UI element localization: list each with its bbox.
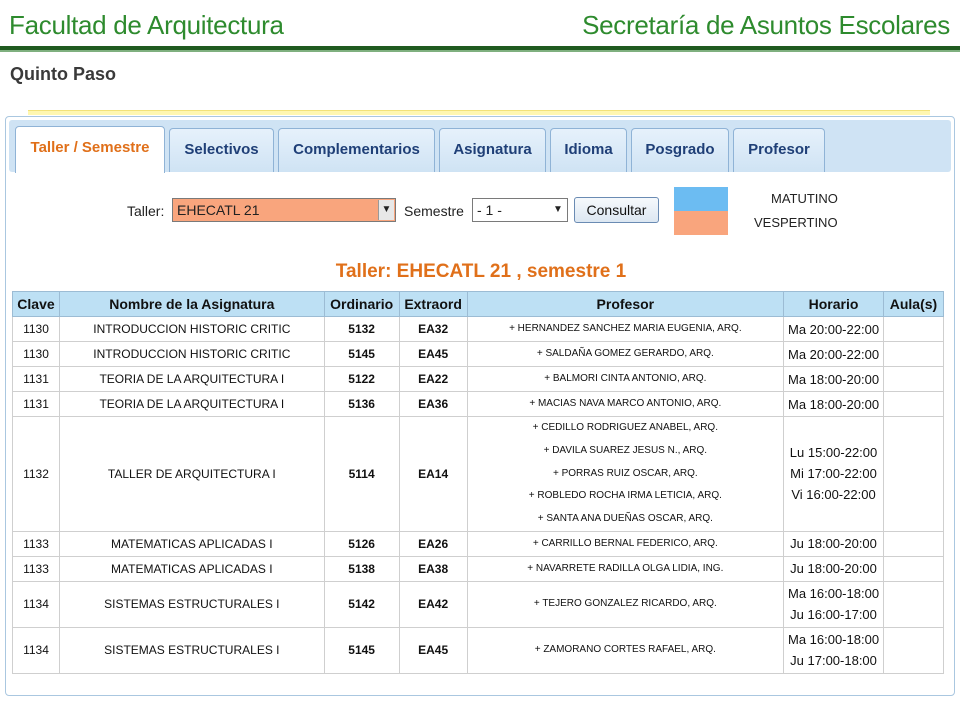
step-title: Quinto Paso (10, 64, 117, 84)
tab-bar (9, 120, 951, 172)
cell-horario (784, 367, 884, 392)
cell-nombre: SISTEMAS ESTRUCTURALES I (59, 627, 324, 673)
cell-profesor-line: + CARRILLO BERNAL FEDERICO, ARQ. (532, 537, 718, 549)
cell-horario-line: Mi 17:00-22:00 (790, 466, 877, 482)
col-nombre: Nombre de la Asignatura (59, 292, 324, 317)
cell-horario-line: Ma 18:00-20:00 (787, 371, 880, 387)
cell-clave: 1134 (13, 627, 60, 673)
cell-ordinario: 5122 (324, 367, 399, 392)
cell-horario-line: Lu 15:00-22:00 (789, 445, 878, 461)
cell-aula (883, 392, 943, 417)
cell-horario (784, 392, 884, 417)
cell-extraord: EA14 (399, 417, 467, 532)
cell-profesor (467, 556, 783, 581)
cell-profesor (467, 342, 783, 367)
table-row (13, 367, 944, 392)
cell-nombre: MATEMATICAS APLICADAS I (59, 556, 324, 581)
vespertino-label: VESPERTINO (754, 215, 838, 230)
faculty-title: Facultad de Arquitectura (9, 10, 284, 40)
cell-nombre: SISTEMAS ESTRUCTURALES I (59, 581, 324, 627)
cell-aula (883, 556, 943, 581)
cell-profesor-line: + DAVILA SUAREZ JESUS N., ARQ. (543, 444, 708, 456)
schedule-table (12, 291, 944, 674)
cell-profesor-line: + BALMORI CINTA ANTONIO, ARQ. (544, 372, 707, 384)
cell-horario-line: Ju 18:00-20:00 (790, 536, 877, 552)
cell-ordinario: 5132 (324, 317, 399, 342)
consultar-button[interactable]: Consultar (574, 197, 659, 223)
cell-horario (784, 417, 884, 532)
cell-profesor (467, 417, 783, 532)
cell-nombre: TEORIA DE LA ARQUITECTURA I (59, 367, 324, 392)
table-row (13, 417, 944, 532)
cell-profesor (467, 317, 783, 342)
table-row (13, 581, 944, 627)
query-panel (5, 116, 955, 696)
cell-aula (883, 627, 943, 673)
cell-ordinario: 5142 (324, 581, 399, 627)
cell-horario (784, 342, 884, 367)
cell-nombre: INTRODUCCION HISTORIC CRITIC (59, 342, 324, 367)
cell-profesor-line: + HERNANDEZ SANCHEZ MARIA EUGENIA, ARQ. (509, 322, 742, 334)
cell-profesor-line: + SALDAÑA GOMEZ GERARDO, ARQ. (536, 347, 714, 359)
semestre-select[interactable] (472, 198, 568, 222)
table-row (13, 556, 944, 581)
table-header-row (13, 292, 944, 317)
cell-clave: 1130 (13, 342, 60, 367)
col-ordinario: Ordinario (324, 292, 399, 317)
cell-aula (883, 317, 943, 342)
cell-nombre: TALLER DE ARQUITECTURA I (59, 417, 324, 532)
tab-selectivos[interactable]: Selectivos (169, 128, 274, 172)
cell-profesor-line: + ROBLEDO ROCHA IRMA LETICIA, ARQ. (528, 490, 722, 502)
page-header (0, 0, 960, 52)
cell-clave: 1131 (13, 392, 60, 417)
cell-nombre: MATEMATICAS APLICADAS I (59, 531, 324, 556)
cell-extraord: EA45 (399, 627, 467, 673)
cell-ordinario: 5136 (324, 392, 399, 417)
cell-nombre: INTRODUCCION HISTORIC CRITIC (59, 317, 324, 342)
cell-aula (883, 342, 943, 367)
tab-asignatura[interactable]: Asignatura (439, 128, 546, 172)
vespertino-swatch (674, 211, 728, 235)
cell-horario (784, 556, 884, 581)
cell-profesor (467, 392, 783, 417)
col-profesor: Profesor (467, 292, 783, 317)
cell-extraord: EA45 (399, 342, 467, 367)
cell-nombre: TEORIA DE LA ARQUITECTURA I (59, 392, 324, 417)
cell-horario-line: Vi 16:00-22:00 (791, 487, 876, 503)
cell-profesor (467, 581, 783, 627)
tab-complementarios[interactable]: Complementarios (278, 128, 435, 172)
table-body (13, 317, 944, 674)
tab-posgrado[interactable]: Posgrado (631, 128, 729, 172)
cell-horario (784, 531, 884, 556)
cell-ordinario: 5126 (324, 531, 399, 556)
cell-profesor-line: + NAVARRETE RADILLA OLGA LIDIA, ING. (527, 562, 724, 574)
cell-horario-line: Ju 16:00-17:00 (790, 607, 877, 623)
cell-horario-line: Ma 20:00-22:00 (787, 346, 880, 362)
table-row (13, 392, 944, 417)
tab-profesor[interactable]: Profesor (733, 128, 825, 172)
cell-ordinario: 5145 (324, 627, 399, 673)
col-aula: Aula(s) (883, 292, 943, 317)
cell-ordinario: 5114 (324, 417, 399, 532)
taller-label: Taller: (127, 203, 165, 219)
cell-profesor (467, 627, 783, 673)
cell-ordinario: 5138 (324, 556, 399, 581)
matutino-swatch (674, 187, 728, 211)
semestre-selected-value: - 1 - (477, 202, 502, 218)
cell-aula (883, 581, 943, 627)
cell-horario-line: Ma 16:00-18:00 (787, 632, 880, 648)
cell-ordinario: 5145 (324, 342, 399, 367)
cell-extraord: EA22 (399, 367, 467, 392)
cell-profesor-line: + ZAMORANO CORTES RAFAEL, ARQ. (534, 644, 716, 656)
cell-aula (883, 531, 943, 556)
cell-profesor-line: + SANTA ANA DUEÑAS OSCAR, ARQ. (537, 513, 713, 525)
cell-horario-line: Ma 18:00-20:00 (787, 396, 880, 412)
cell-horario (784, 581, 884, 627)
cell-profesor (467, 367, 783, 392)
col-horario: Horario (784, 292, 884, 317)
cell-extraord: EA36 (399, 392, 467, 417)
tab-taller-semestre[interactable]: Taller / Semestre (15, 126, 165, 173)
secretariat-title: Secretaría de Asuntos Escolares (582, 10, 950, 40)
highlight-divider (28, 110, 930, 115)
cell-clave: 1132 (13, 417, 60, 532)
semestre-label: Semestre (404, 203, 464, 219)
cell-extraord: EA38 (399, 556, 467, 581)
cell-horario (784, 627, 884, 673)
cell-profesor (467, 531, 783, 556)
cell-clave: 1133 (13, 531, 60, 556)
cell-profesor-line: + CEDILLO RODRIGUEZ ANABEL, ARQ. (532, 422, 718, 433)
cell-horario-line: Ma 20:00-22:00 (787, 321, 880, 337)
taller-selected-value: EHECATL 21 (177, 202, 260, 218)
table-row (13, 317, 944, 342)
cell-horario-line: Ju 17:00-18:00 (790, 653, 877, 669)
cell-aula (883, 367, 943, 392)
table-row (13, 342, 944, 367)
taller-select[interactable] (172, 198, 396, 222)
cell-profesor-line: + MACIAS NAVA MARCO ANTONIO, ARQ. (529, 397, 722, 409)
table-row (13, 531, 944, 556)
matutino-label: MATUTINO (771, 191, 838, 206)
results-caption: Taller: EHECATL 21 , semestre 1 (335, 261, 627, 282)
cell-horario (784, 317, 884, 342)
cell-clave: 1133 (13, 556, 60, 581)
col-clave: Clave (13, 292, 60, 317)
cell-horario-line: Ju 18:00-20:00 (790, 561, 877, 577)
cell-horario-line: Ma 16:00-18:00 (787, 586, 880, 602)
table-row (13, 627, 944, 673)
tab-idioma[interactable]: Idioma (550, 128, 627, 172)
cell-extraord: EA42 (399, 581, 467, 627)
cell-clave: 1134 (13, 581, 60, 627)
chevron-down-icon[interactable]: ▼ (553, 204, 563, 215)
cell-clave: 1131 (13, 367, 60, 392)
cell-profesor-line: + PORRAS RUIZ OSCAR, ARQ. (552, 467, 698, 479)
header-divider-light (0, 50, 960, 52)
cell-aula (883, 417, 943, 532)
col-extraord: Extraord (399, 292, 467, 317)
cell-extraord: EA26 (399, 531, 467, 556)
cell-profesor-line: + TEJERO GONZALEZ RICARDO, ARQ. (533, 598, 717, 610)
cell-extraord: EA32 (399, 317, 467, 342)
chevron-down-icon[interactable]: ▼ (378, 200, 394, 220)
cell-clave: 1130 (13, 317, 60, 342)
